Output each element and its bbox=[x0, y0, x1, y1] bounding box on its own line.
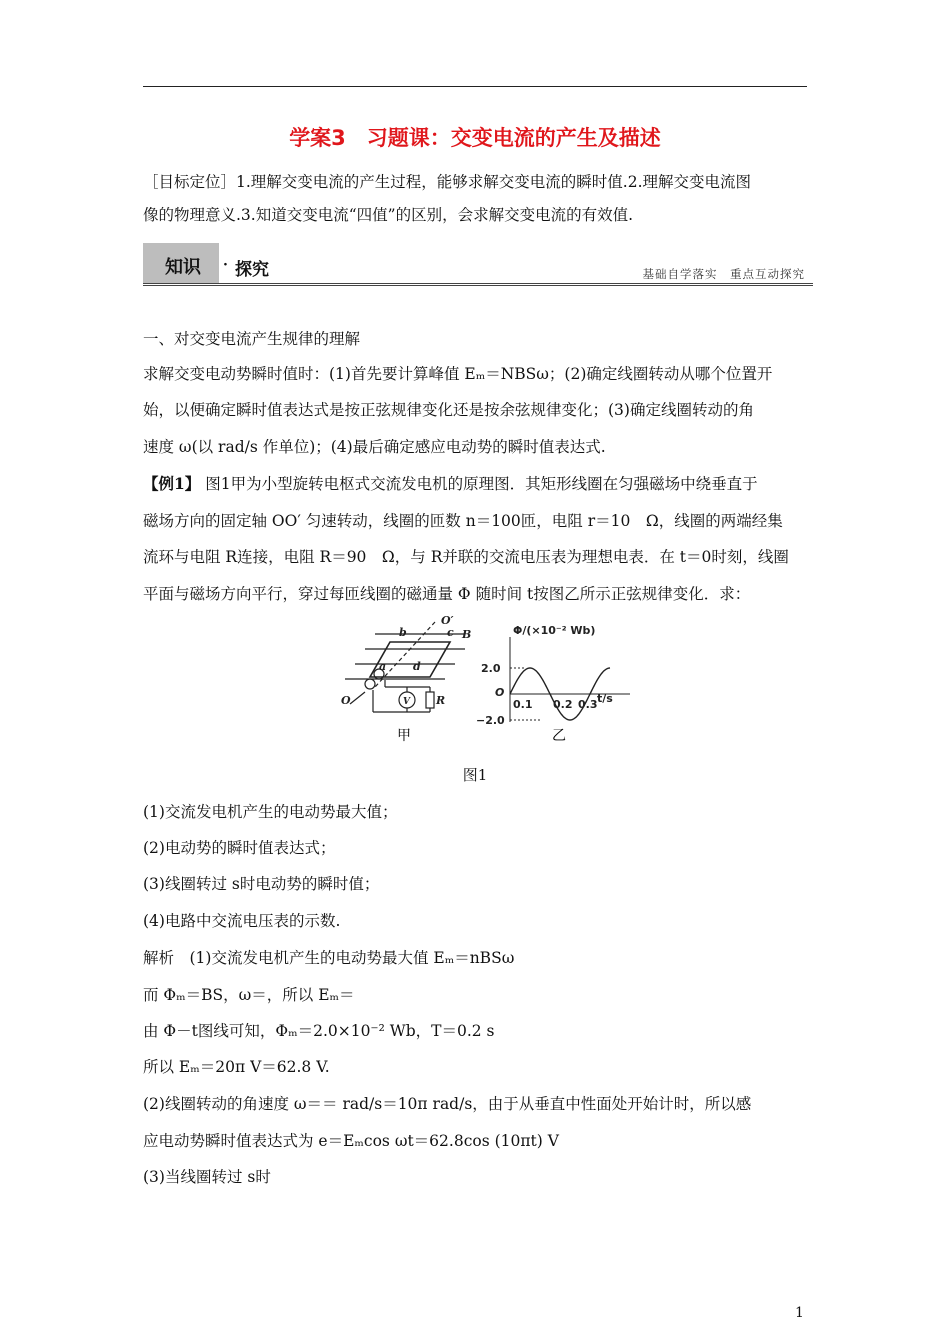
figure-caption: 图1 bbox=[462, 766, 488, 784]
graph-xlabel: t/s bbox=[597, 692, 613, 705]
question-3: (3)线圈转过 s时电动势的瞬时值； bbox=[143, 875, 380, 893]
graph-xtick-0.3: 0.3 bbox=[578, 698, 598, 711]
resistor-symbol bbox=[426, 692, 434, 708]
page-number: 1 bbox=[795, 1305, 804, 1321]
solution-line-4: 所以 Eₘ＝20π V＝62.8 V. bbox=[143, 1058, 330, 1076]
page-title: 学案3 习题课：交变电流的产生及描述 bbox=[289, 126, 661, 150]
figure-label-right: 乙 bbox=[552, 728, 566, 744]
header-rule bbox=[143, 86, 807, 87]
part1-line-1: 求解交变电动势瞬时值时：(1)首先要计算峰值 Eₘ＝NBSω；(2)确定线圈转动从哪个位置开 bbox=[143, 365, 773, 383]
graph-xtick-0.2: 0.2 bbox=[553, 698, 573, 711]
graph-origin: O bbox=[495, 686, 505, 699]
graph-ytick-neg: −2.0 bbox=[476, 714, 505, 727]
question-4: (4)电路中交流电压表的示数. bbox=[143, 912, 341, 930]
example-line-2: 磁场方向的固定轴 OO′ 匀速转动，线圈的匝数 n＝100匝，电阻 r＝10 Ω，线圈的两端经集 bbox=[143, 512, 783, 530]
example-line-3: 流环与电阻 R连接，电阻 R＝90 Ω，与 R并联的交流电压表为理想电表．在 t＝0时刻，线圈 bbox=[143, 548, 789, 566]
example-line-1 bbox=[143, 472, 758, 494]
graph-ylabel: Φ/(×10⁻² Wb) bbox=[513, 624, 596, 637]
label-c: c bbox=[447, 626, 454, 639]
section-title-sub: 探究 bbox=[235, 260, 269, 280]
label-a: a bbox=[379, 660, 387, 673]
objectives-line-1: ［目标定位］1.理解交变电流的产生过程，能够求解交变电流的瞬时值.2.理解交变电流图 bbox=[143, 173, 752, 191]
example-line-4: 平面与磁场方向平行，穿过每匝线圈的磁通量 Φ 随时间 t按图乙所示正弦规律变化．求： bbox=[143, 585, 751, 603]
section-rule bbox=[143, 283, 813, 286]
question-1: (1)交流发电机产生的电动势最大值； bbox=[143, 803, 398, 821]
label-b: b bbox=[399, 626, 407, 639]
question-2: (2)电动势的瞬时值表达式； bbox=[143, 839, 336, 857]
label-d: d bbox=[413, 660, 421, 673]
axis-end bbox=[350, 692, 365, 704]
part1-line-3: 速度 ω(以 rad/s 作单位)；(4)最后确定感应电动势的瞬时值表达式. bbox=[143, 438, 606, 456]
graph-xtick-0.1: 0.1 bbox=[513, 698, 533, 711]
part1-line-2: 始，以便确定瞬时值表达式是按正弦规律变化还是按余弦规律变化；(3)确定线圈转动的角 bbox=[143, 401, 754, 419]
section-title-main: 知识 bbox=[165, 257, 201, 278]
objectives-line-2: 像的物理意义.3.知道交变电流“四值”的区别，会求解交变电流的有效值. bbox=[143, 206, 633, 224]
section-banner bbox=[143, 243, 813, 287]
figure-generator-and-graph bbox=[335, 612, 635, 747]
example-label: 【例1】 bbox=[143, 474, 201, 493]
graph-ytick-pos: 2.0 bbox=[481, 662, 501, 675]
solution-line-6: 应电动势瞬时值表达式为 e＝Eₘcos ωt＝62.8cos (10πt) V bbox=[143, 1132, 559, 1150]
solution-line-5: (2)线圈转动的角速度 ω＝＝ rad/s＝10π rad/s，由于从垂直中性面处开始计时，所以感 bbox=[143, 1095, 752, 1113]
label-field-b: B bbox=[462, 628, 472, 641]
figure-label-left: 甲 bbox=[397, 728, 411, 744]
label-v: V bbox=[403, 697, 410, 707]
solution-line-3: 由 Φ－t图线可知，Φₘ＝2.0×10⁻² Wb，T＝0.2 s bbox=[143, 1022, 495, 1040]
label-o-prime: O′ bbox=[441, 614, 454, 627]
label-r: R bbox=[436, 694, 446, 707]
flux-graph bbox=[476, 624, 630, 727]
solution-line-1: 解析 (1)交流发电机产生的电动势最大值 Eₘ＝nBSω bbox=[143, 949, 515, 967]
slip-ring bbox=[365, 679, 375, 689]
label-o: O bbox=[341, 694, 351, 707]
solution-line-7: (3)当线圈转过 s时 bbox=[143, 1168, 271, 1186]
solution-line-2: 而 Φₘ＝BS，ω＝，所以 Eₘ＝ bbox=[143, 986, 355, 1004]
example-text-1: 图1甲为小型旋转电枢式交流发电机的原理图．其矩形线圈在匀强磁场中绕垂直于 bbox=[205, 475, 758, 493]
section-subtitle: 基础自学落实 重点互动探究 bbox=[642, 267, 805, 281]
part1-heading: 一、对交变电流产生规律的理解 bbox=[143, 330, 361, 348]
section-title-dot: · bbox=[223, 257, 228, 273]
